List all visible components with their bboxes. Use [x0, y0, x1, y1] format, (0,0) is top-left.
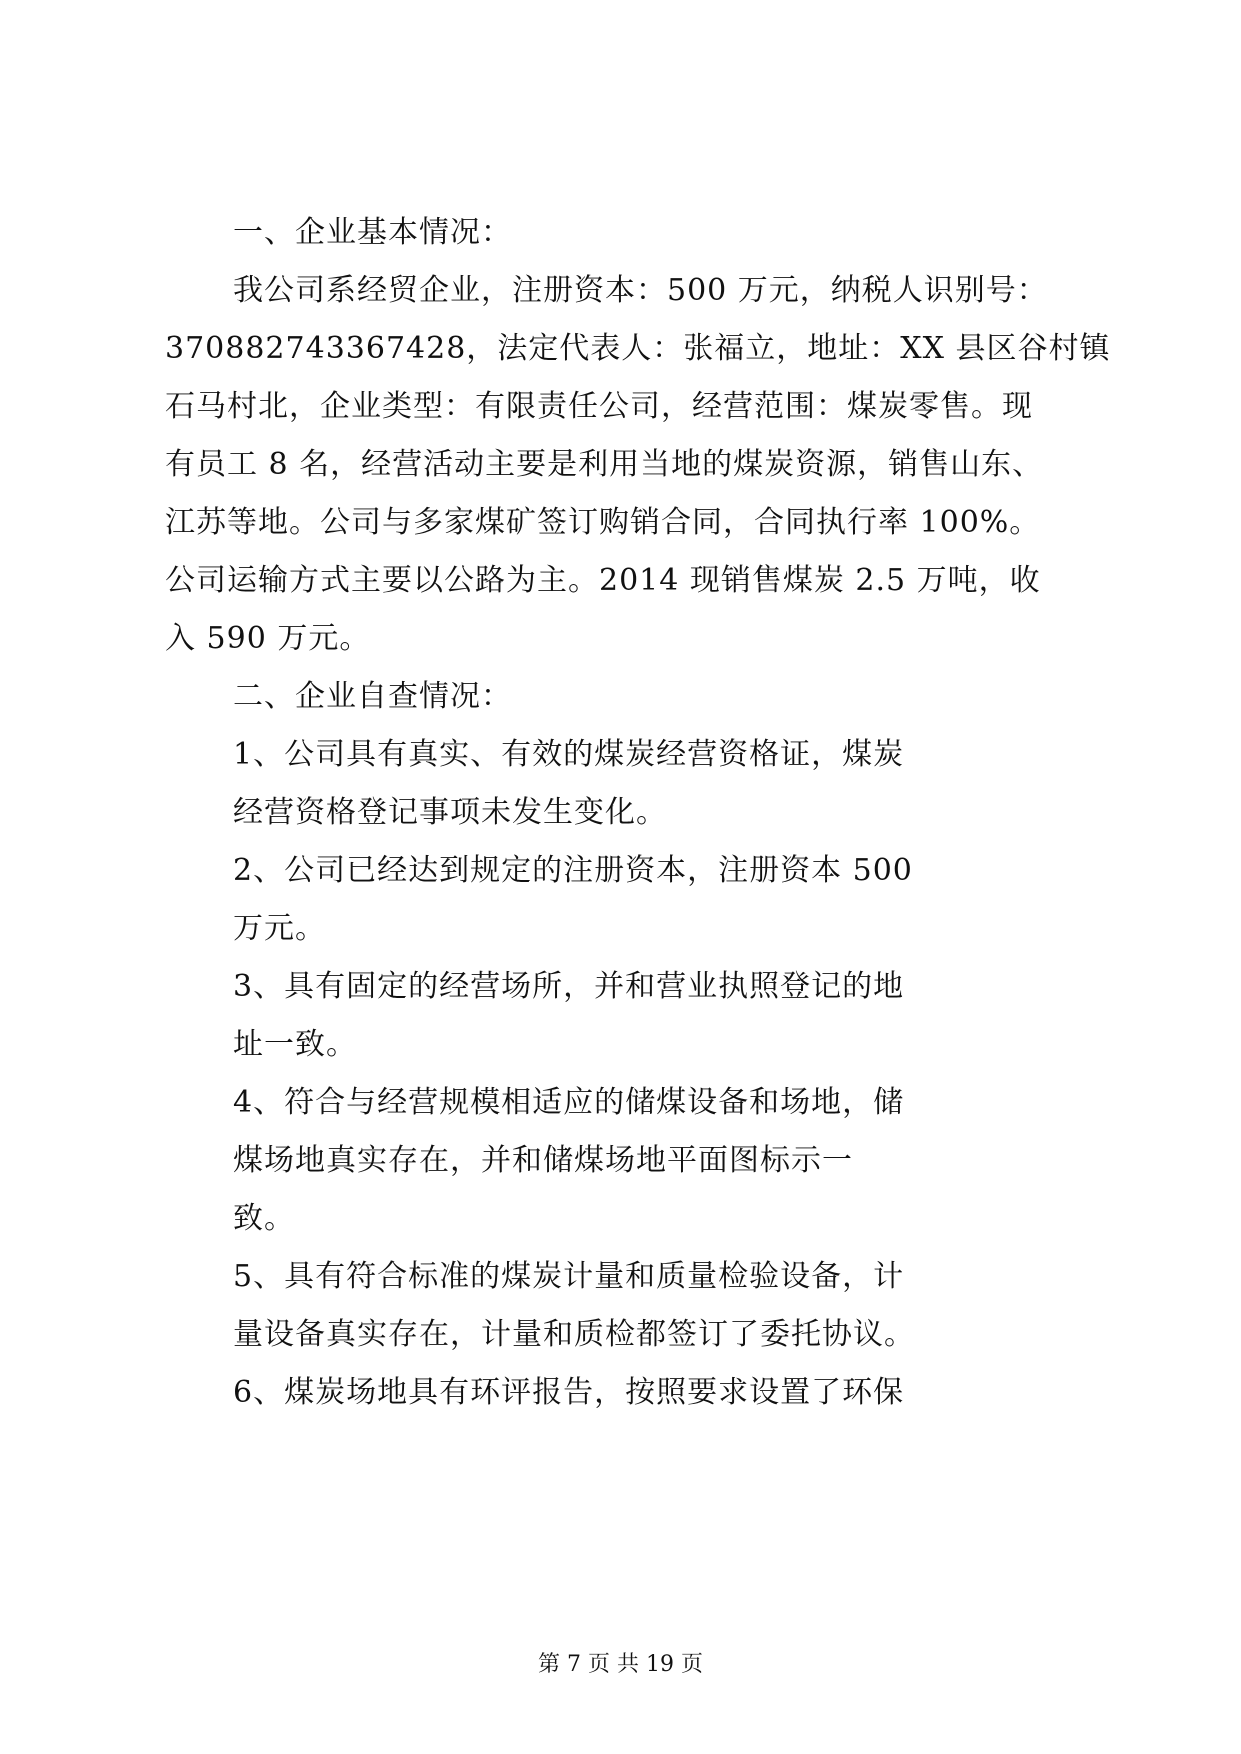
list-item-line: 4、符合与经营规模相适应的储煤设备和场地，储 [233, 1085, 905, 1120]
paragraph-line: 有员工 8 名，经营活动主要是利用当地的煤炭资源，销售山东、 [165, 447, 1044, 482]
paragraph-line: 入 590 万元。 [165, 621, 371, 656]
list-item-line: 2、公司已经达到规定的注册资本，注册资本 500 [233, 853, 913, 888]
list-item-line: 经营资格登记事项未发生变化。 [233, 795, 667, 830]
section-heading-self-check: 二、企业自查情况： [233, 679, 512, 714]
list-item-line: 址一致。 [233, 1027, 357, 1062]
paragraph-line: 370882743367428，法定代表人：张福立，地址：XX 县区谷村镇 [165, 331, 1111, 366]
list-item-line: 量设备真实存在，计量和质检都签订了委托协议。 [233, 1317, 915, 1352]
page-number-footer: 第 7 页 共 19 页 [538, 1652, 703, 1677]
paragraph-line: 公司运输方式主要以公路为主。2014 现销售煤炭 2.5 万吨，收 [165, 563, 1041, 598]
paragraph-line: 石马村北，企业类型：有限责任公司，经营范围：煤炭零售。现 [165, 389, 1033, 424]
paragraph-line: 我公司系经贸企业，注册资本：500 万元，纳税人识别号： [233, 273, 1048, 308]
list-item-line: 6、煤炭场地具有环评报告，按照要求设置了环保 [233, 1375, 905, 1410]
list-item-line: 致。 [233, 1201, 295, 1236]
list-item-line: 煤场地真实存在，并和储煤场地平面图标示一 [233, 1143, 853, 1178]
list-item-line: 万元。 [233, 911, 326, 946]
list-item-line: 3、具有固定的经营场所，并和营业执照登记的地 [233, 969, 905, 1004]
section-heading-basic-info: 一、企业基本情况： [233, 215, 512, 250]
list-item-line: 1、公司具有真实、有效的煤炭经营资格证，煤炭 [233, 737, 905, 772]
list-item-line: 5、具有符合标准的煤炭计量和质量检验设备，计 [233, 1259, 905, 1294]
paragraph-line: 江苏等地。公司与多家煤矿签订购销合同，合同执行率 100%。 [165, 505, 1041, 540]
